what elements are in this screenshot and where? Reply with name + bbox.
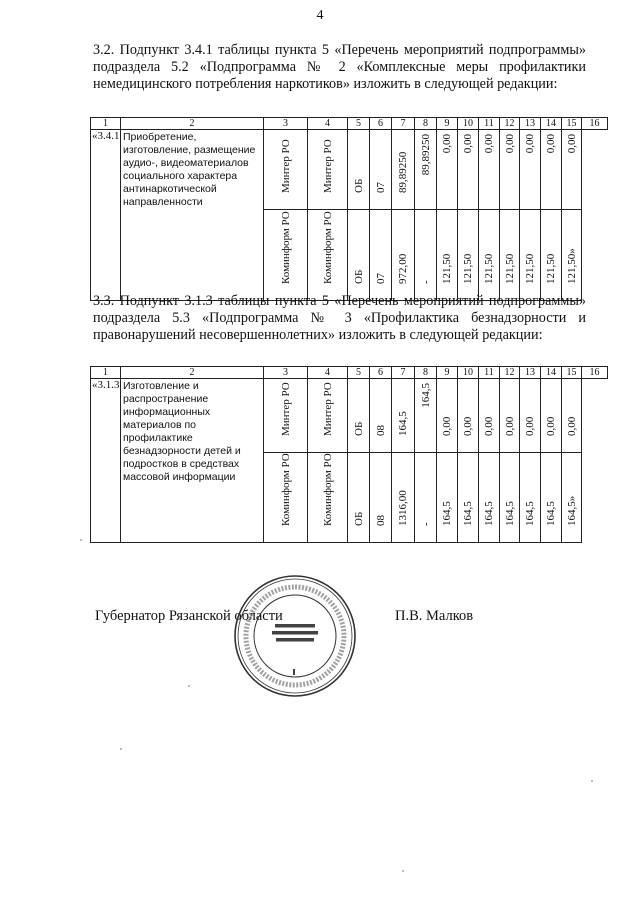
value-cell: 121,50: [462, 253, 474, 284]
value-cell: 164,5: [503, 501, 516, 526]
item-name: Изготовление и распространение информационных материалов по профилактике безнадзорности детей и подростков в средствах массовой информации: [121, 379, 264, 543]
column-number: 5: [348, 367, 370, 379]
value-cell: 121,50: [441, 253, 453, 284]
column-number: 10: [458, 367, 479, 379]
column-number: 12: [500, 367, 520, 379]
table-row: [91, 379, 608, 453]
column-number: 4: [308, 367, 348, 379]
value-cell: -: [419, 280, 432, 284]
value-cell: 89,89250: [397, 151, 409, 193]
value-cell: 0,00: [565, 134, 578, 154]
value-cell: 0,00: [524, 416, 536, 436]
value-cell: 0,00: [462, 416, 474, 436]
value-cell: 0,00: [545, 416, 557, 436]
column-number: 15: [562, 118, 582, 130]
executor-cell: Коминформ РО: [321, 211, 334, 284]
executor-cell: Минтер РО: [321, 382, 334, 436]
code-cell: 07: [374, 182, 387, 193]
executor-cell: Коминформ РО: [321, 453, 334, 526]
column-number: 3: [264, 367, 308, 379]
scan-speck: [188, 685, 190, 687]
scan-speck: [80, 539, 82, 541]
value-cell: 164,5»: [565, 495, 578, 526]
value-cell: 164,5: [483, 501, 495, 526]
value-cell: 1316,00: [397, 490, 409, 526]
funding-source-cell: ОБ: [352, 511, 365, 526]
executor-cell: Минтер РО: [321, 139, 334, 193]
column-number: 2: [121, 367, 264, 379]
column-number: 11: [479, 118, 500, 130]
code-cell: 08: [374, 425, 387, 436]
column-number: 2: [121, 118, 264, 130]
funding-source-cell: ОБ: [352, 178, 365, 193]
column-number: 15: [562, 367, 582, 379]
column-number: 10: [458, 118, 479, 130]
value-cell: 0,00: [524, 134, 536, 154]
column-number: 1: [91, 367, 121, 379]
value-cell: 121,50»: [565, 248, 578, 284]
page-number: 4: [316, 8, 324, 23]
column-number: 8: [415, 367, 437, 379]
value-cell: 121,50: [483, 253, 495, 284]
column-number: 16: [582, 367, 608, 379]
column-number: 6: [370, 118, 392, 130]
value-cell: 164,5: [397, 411, 409, 436]
executor-cell: Коминформ РО: [279, 211, 292, 284]
scan-speck: [120, 748, 122, 750]
column-number: 6: [370, 367, 392, 379]
value-cell: 972,00: [397, 253, 409, 284]
column-number: 1: [91, 118, 121, 130]
column-number: 12: [500, 118, 520, 130]
column-number: 14: [541, 118, 562, 130]
amendment-paragraph-3-2: 3.2. Подпункт 3.4.1 таблицы пункта 5 «Перечень мероприятий подпрограммы» подраздела 5.2 «Подпрограмма № 2 «Комплексные меры профилактики немедицинского потребления наркотиков» изложить в следующей редакции:: [93, 42, 586, 92]
column-number: 7: [392, 118, 415, 130]
value-cell: 121,50: [545, 253, 557, 284]
value-cell: 121,50: [503, 253, 516, 284]
code-cell: 07: [374, 273, 387, 284]
value-cell: 164,5: [524, 501, 536, 526]
item-name: Приобретение, изготовление, размещение аудио-, видеоматериалов социального характера антинаркотической направленности: [121, 130, 264, 301]
column-number: 11: [479, 367, 500, 379]
value-cell: 89,89250: [419, 134, 432, 176]
column-number: 13: [520, 367, 541, 379]
value-cell: 0,00: [503, 134, 516, 154]
column-number: 3: [264, 118, 308, 130]
column-number: 9: [437, 118, 458, 130]
item-code: «3.1.3: [91, 379, 121, 543]
value-cell: 164,5: [441, 501, 453, 526]
value-cell: 164,5: [462, 501, 474, 526]
value-cell: 0,00: [565, 416, 578, 436]
column-number: 5: [348, 118, 370, 130]
code-cell: 08: [374, 515, 387, 526]
table-header-row: [91, 118, 608, 130]
column-number: 4: [308, 118, 348, 130]
executor-cell: Коминформ РО: [279, 453, 292, 526]
value-cell: 0,00: [545, 134, 557, 154]
item-code: «3.4.1: [91, 130, 121, 301]
table-header-row: [91, 367, 608, 379]
value-cell: 164,5: [419, 383, 432, 408]
value-cell: 121,50: [524, 253, 536, 284]
subprogram-table-3-1-3: [90, 366, 608, 543]
column-number: 8: [415, 118, 437, 130]
value-cell: 0,00: [441, 134, 453, 154]
executor-cell: Минтер РО: [279, 382, 292, 436]
column-number: 9: [437, 367, 458, 379]
scan-speck: [402, 870, 404, 872]
executor-cell: Минтер РО: [279, 139, 292, 193]
funding-source-cell: ОБ: [352, 269, 365, 284]
table-row: [91, 130, 608, 210]
column-number: 7: [392, 367, 415, 379]
scan-speck: [591, 780, 593, 782]
value-cell: 0,00: [441, 416, 453, 436]
column-number: 13: [520, 118, 541, 130]
value-cell: 0,00: [483, 416, 495, 436]
signatory-name: П.В. Малков: [395, 608, 474, 624]
official-seal: [232, 573, 358, 699]
value-cell: 164,5: [545, 501, 557, 526]
value-cell: 0,00: [462, 134, 474, 154]
value-cell: 0,00: [483, 134, 495, 154]
column-number: 16: [582, 118, 608, 130]
signatory-title: Губернатор Рязанской области: [95, 608, 283, 624]
amendment-paragraph-3-3: 3.3. Подпункт 3.1.3 таблицы пункта 5 «Перечень мероприятий подпрограммы» подраздела 5.3 «Подпрограмма № 3 «Профилактика безнадзорности и правонарушений несовершеннолетних» изложить в следующей редакции:: [93, 293, 586, 343]
funding-source-cell: ОБ: [352, 421, 365, 436]
value-cell: 0,00: [503, 416, 516, 436]
column-number: 14: [541, 367, 562, 379]
value-cell: -: [419, 522, 432, 526]
subprogram-table-3-4-1: [90, 117, 608, 301]
